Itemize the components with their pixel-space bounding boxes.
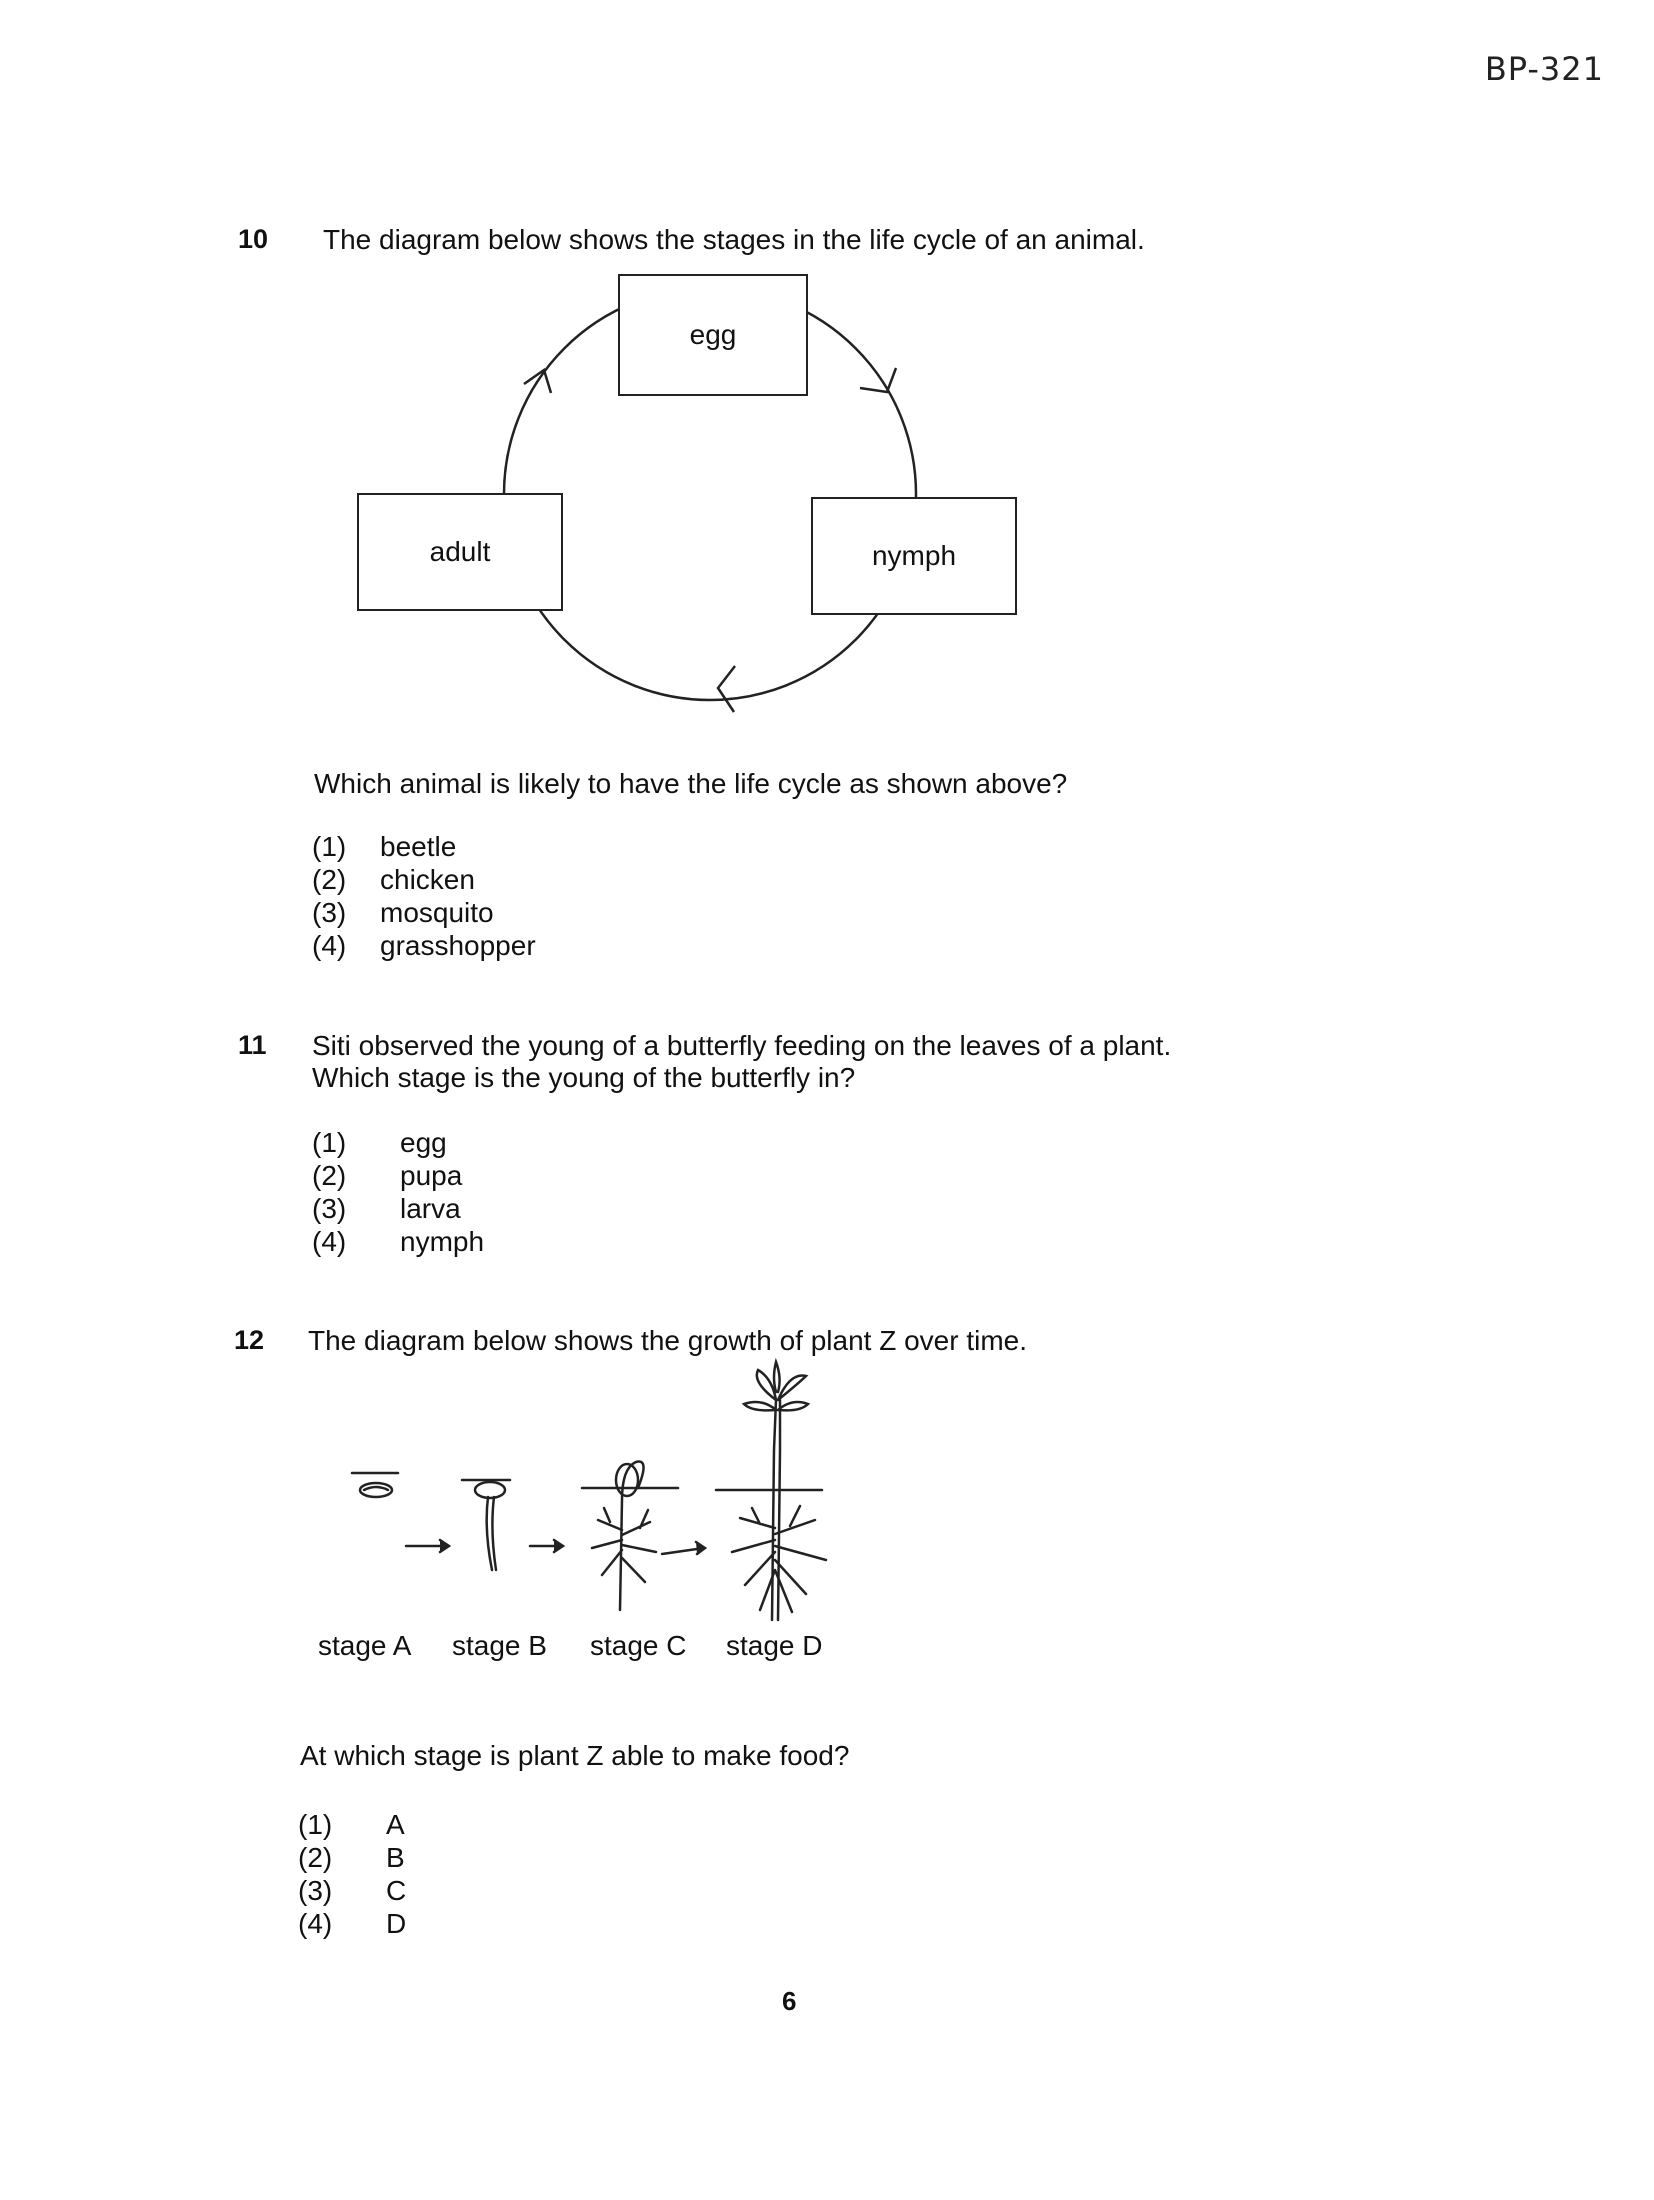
stage-c-seedling [582, 1462, 678, 1610]
stage-b-label: stage B [452, 1630, 547, 1661]
stage-d-label: stage D [726, 1630, 823, 1661]
stage-a-label: stage A [318, 1630, 412, 1661]
option-text: larva [400, 1193, 461, 1224]
arrow-a-to-b [406, 1540, 449, 1552]
q11-number: 11 [238, 1030, 267, 1060]
option-text: mosquito [380, 897, 494, 928]
stage-b-germinating-seed [462, 1480, 510, 1570]
option-number: (3) [298, 1875, 333, 1906]
option-number: (4) [312, 930, 347, 961]
option-text: beetle [380, 831, 457, 862]
q11-line1: Siti observed the young of a butterfly feeding on the leaves of a plant. [312, 1030, 1172, 1061]
option-number: (1) [298, 1809, 333, 1840]
q12-text: The diagram below shows the growth of plant Z over time. [308, 1325, 1028, 1356]
option-number: (4) [298, 1908, 333, 1939]
q12-option-1 [298, 1808, 598, 1841]
option-text: B [386, 1842, 405, 1873]
stage-c-label: stage C [590, 1630, 687, 1661]
q10-text: The diagram below shows the stages in the life cycle of an animal. [323, 224, 1145, 255]
q10-number: 10 [238, 224, 269, 254]
nymph-label: nymph [871, 540, 957, 571]
option-number: (2) [298, 1842, 333, 1873]
option-text: chicken [380, 864, 475, 895]
q11-line2: Which stage is the young of the butterfly in? [312, 1062, 856, 1093]
option-number: (4) [312, 1226, 347, 1257]
option-number: (2) [312, 1160, 347, 1191]
option-text: C [386, 1875, 407, 1906]
option-text: grasshopper [380, 930, 536, 961]
q10-question: Which animal is likely to have the life cycle as shown above? [314, 768, 1068, 799]
option-text: pupa [400, 1160, 463, 1191]
q12-number: 12 [234, 1325, 265, 1355]
adult-label: adult [429, 536, 491, 567]
arrow-c-to-d [662, 1542, 705, 1554]
stage-a-seed [352, 1473, 398, 1497]
option-number: (1) [312, 831, 347, 862]
arrow-b-to-c [530, 1540, 563, 1552]
option-text: D [386, 1908, 407, 1939]
q12-option-2 [298, 1841, 598, 1874]
option-number: (2) [312, 864, 347, 895]
option-text: A [386, 1809, 405, 1840]
option-number: (3) [312, 897, 347, 928]
option-number: (1) [312, 1127, 347, 1158]
option-number: (3) [312, 1193, 347, 1224]
exam-code: BP-321 [1484, 50, 1604, 88]
option-text: egg [400, 1127, 447, 1158]
page-number: 6 [782, 1986, 797, 2016]
option-text: nymph [400, 1226, 485, 1257]
stage-d-young-plant [716, 1362, 826, 1620]
q12-option-3 [298, 1874, 598, 1907]
q12-option-4 [298, 1907, 598, 1940]
egg-label: egg [689, 319, 737, 350]
q12-question: At which stage is plant Z able to make food? [300, 1740, 850, 1771]
